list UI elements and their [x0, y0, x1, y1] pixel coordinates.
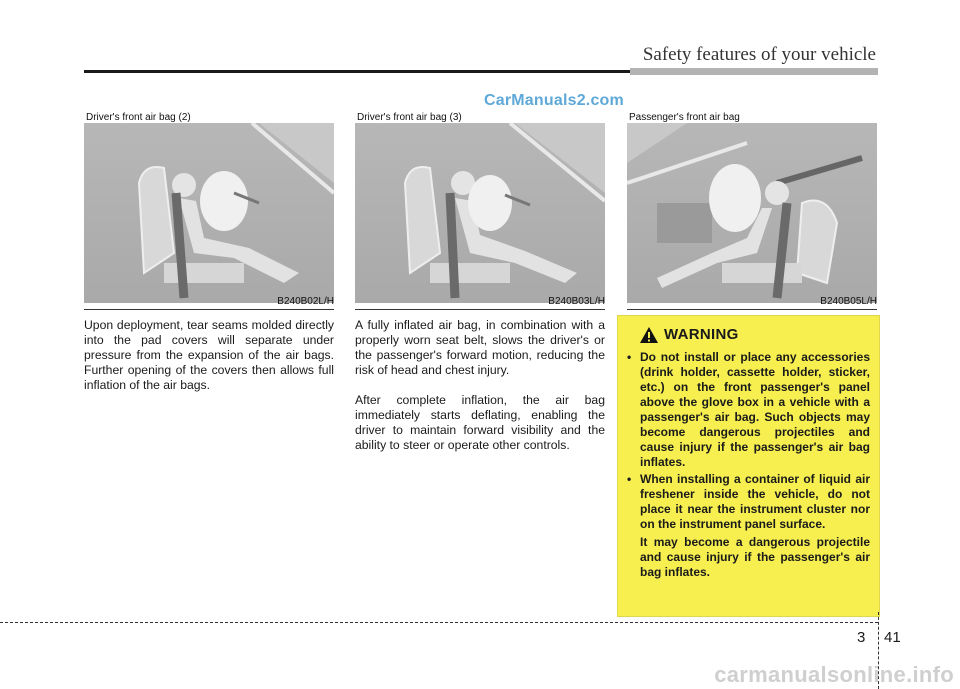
illustration-driver-airbag-3: [355, 123, 605, 303]
footer-rule: [0, 622, 878, 623]
watermark-link-bottom[interactable]: carmanualsonline.info: [714, 662, 954, 687]
warning-box: [617, 315, 880, 617]
column-1-text: [84, 318, 334, 408]
paragraph: A fully inflated air bag, in combination with a properly worn seat belt, slows the driver's or the passenger's forward motion, reducing the risk of head and chest injury.: [355, 318, 605, 377]
warning-item: [626, 472, 870, 580]
figure-code: B240B03L/H: [548, 296, 605, 307]
warning-item-text: Do not install or place any accessories (drink holder, cassette holder, sticker, etc.) on the front passenger's panel above the glove box in a vehicle with a passenger's air bag. Such objects may become dangerous projectiles and cause injury if the passenger's air bag inflates.: [640, 350, 870, 469]
paragraph: Upon deployment, tear seams molded directly into the pad covers will separate under pressure from the expansion of the air bags. Further opening of the covers then allows full inflation of the air bags.: [84, 318, 334, 392]
figure-rule: [84, 309, 334, 310]
section-title: Safety features of your vehicle: [642, 44, 876, 65]
paragraph: After complete inflation, the air bag immediately starts deflating, enabling the driver to maintain forward visibility and the ability to steer or operate other controls.: [355, 393, 605, 452]
figure-code: B240B02L/H: [277, 296, 334, 307]
figure-code: B240B05L/H: [820, 296, 877, 307]
warning-list: [626, 350, 870, 582]
warning-title: WARNING: [664, 326, 739, 343]
warning-item-text: When installing a container of liquid air freshener inside the vehicle, do not place it near the instrument cluster nor on the instrument panel surface.: [640, 472, 870, 531]
figure-rule: [355, 309, 605, 310]
illustration-passenger-airbag: [627, 123, 877, 303]
figure-caption: Passenger's front air bag: [629, 112, 740, 123]
figure-driver-airbag-2: [84, 110, 334, 313]
figure-caption: Driver's front air bag (3): [357, 112, 462, 123]
header-rule-accent: [630, 68, 878, 75]
figure-rule: [627, 309, 877, 310]
warning-item-extra: It may become a dangerous projectile and cause injury if the passenger's air bag inflates.: [640, 535, 870, 579]
figure-driver-airbag-3: [355, 110, 605, 313]
column-2-text: [355, 318, 605, 468]
figure-caption: Driver's front air bag (2): [86, 112, 191, 123]
chapter-number: 3: [857, 629, 866, 646]
watermark-link-top[interactable]: CarManuals2.com: [484, 92, 624, 109]
warning-item: [626, 350, 870, 470]
page-number: 41: [884, 629, 901, 646]
warning-header: [640, 326, 739, 343]
warning-triangle-icon: [640, 327, 658, 343]
figure-passenger-airbag: [627, 110, 877, 313]
illustration-driver-airbag-2: [84, 123, 334, 303]
header-rule: [84, 70, 630, 73]
